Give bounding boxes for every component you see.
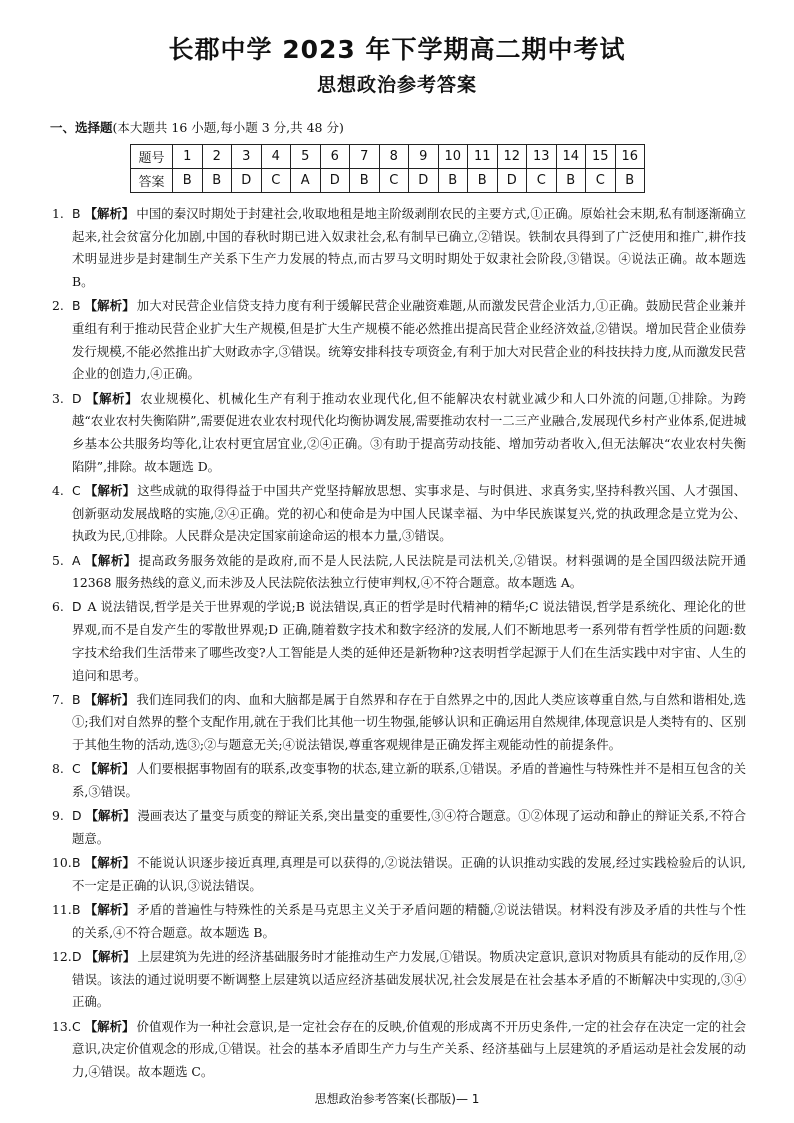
item-tag: 【解析】 xyxy=(85,390,139,406)
explanation-item xyxy=(52,758,746,803)
item-answer: B xyxy=(72,206,81,221)
item-number: 4. xyxy=(52,482,64,498)
item-answer: B xyxy=(72,855,81,871)
item-answer: D xyxy=(72,390,82,406)
question-number-cell: 15 xyxy=(586,145,616,169)
item-text: 农业规模化、机械化生产有利于推动农业现代化,但不能解决农村就业减少和人口外流的问题,①排除。为跨越“农业农村失衡陷阱”,需要促进农业农村现代化均衡协调发展,需要推动农村一二三产业融合,发展现代乡村产业体系,促进城乡基本公共服务均等化,让农村更宜居宜业,②④正确。③有助于提高劳动技能、增加劳动者收入,但无法解决“农业农村失衡陷阱”,排除。故本题选 D。 xyxy=(72,390,746,474)
section-title: 一、选择题 xyxy=(50,120,113,135)
answer-cell: B xyxy=(615,169,645,193)
question-number-cell: 16 xyxy=(615,145,645,169)
answer-cell: C xyxy=(379,169,409,193)
item-number: 5. xyxy=(52,552,64,568)
item-text: 中国的秦汉时期处于封建社会,收取地租是地主阶级剥削农民的主要方式,①正确。原始社会末期,私有制逐渐确立起来,社会贫富分化加剧,中国的春秋时期已进入奴隶社会,私有制早已确立,②错误。铁制农具得到了广泛使用和推广,耕作技术明显进步是封建制生产关系下生产力发展的特点,而古罗马文明时期处于奴隶社会阶段,③错误。④说法正确。故本题选 B。 xyxy=(72,206,746,290)
question-number-cell: 11 xyxy=(468,145,498,169)
answer-cell: C xyxy=(527,169,557,193)
answer-table-answer-row xyxy=(131,169,645,193)
item-answer: B xyxy=(72,902,81,918)
item-text: 漫画表达了量变与质变的辩证关系,突出量变的重要性,③④符合题意。①②体现了运动和静止的辩证关系,不符合题意。 xyxy=(72,808,746,846)
item-answer: A xyxy=(72,552,81,568)
explanation-item xyxy=(52,480,746,548)
page-footer: 思想政治参考答案(长郡版)— 1 xyxy=(314,1092,480,1106)
item-text: 我们连同我们的肉、血和大脑都是属于自然界和存在于自然界之中的,因此人类应该尊重自然,与自然和谐相处,选①;我们对自然界的整个支配作用,就在于我们比其他一切生物强,能够认识和正确运用自然规律,体现意识是人类特有的、区别于其他生物的活动,选③;②与题意无关;④说法错误,尊重客观规律是正确发挥主观能动性的前提条件。 xyxy=(72,691,746,753)
item-text: 这些成就的取得得益于中国共产党坚持解放思想、实事求是、与时俱进、求真务实,坚持科教兴国、人才强国、创新驱动发展战略的实施,②④正确。党的初心和使命是为中国人民谋幸福、为中华民族谋复兴,党的执政理念是立党为公、执政为民,①排除。人民群众是决定国家前途命运的根本力量,③错误。 xyxy=(72,482,746,544)
item-tag: 【解析】 xyxy=(85,949,136,964)
question-number-cell: 9 xyxy=(409,145,439,169)
explanation-item xyxy=(52,852,746,897)
item-tag: 【解析】 xyxy=(84,902,136,918)
question-number-cell: 8 xyxy=(379,145,409,169)
answer-cell: C xyxy=(586,169,616,193)
item-tag: 【解析】 xyxy=(84,1018,135,1034)
question-number-cell: 4 xyxy=(261,145,291,169)
item-answer: C xyxy=(72,1018,81,1034)
question-number-cell: 6 xyxy=(320,145,350,169)
explanation-item xyxy=(52,295,746,386)
item-tag: 【解析】 xyxy=(84,552,137,568)
answer-cell: B xyxy=(468,169,498,193)
item-text: A 说法错误,哲学是关于世界观的学说;B 说法错误,真正的哲学是时代精神的精华;C 说法错误,哲学是系统化、理论化的世界观,而不是自发产生的零散世界观;D 正确,随着数字技术和数字经济的发展,人们不断地思考一系列带有哲学性质的问题:数字技术给我们生活带来了哪些改变?人工智能是人类的延伸还是新物种?这表明哲学起源于人们在生活实践中对宇宙、人生的追问和思考。 xyxy=(72,599,746,683)
item-text: 不能说认识逐步接近真理,真理是可以获得的,②说法错误。正确的认识推动实践的发展,经过实践检验后的认识,不一定是正确的认识,③说法错误。 xyxy=(72,855,746,893)
explanation-item xyxy=(52,1016,746,1084)
item-text: 上层建筑为先进的经济基础服务时才能推动生产力发展,①错误。物质决定意识,意识对物质具有能动的反作用,②错误。该法的通过说明要不断调整上层建筑以适应经济基础发展状况,社会发展是在社会基本矛盾的不断解决中实现的,③④正确。 xyxy=(72,949,746,1010)
item-number: 1. xyxy=(52,206,64,221)
question-number-cell: 12 xyxy=(497,145,527,169)
question-number-cell: 7 xyxy=(350,145,380,169)
page-title: 长郡中学 2023 年下学期高二期中考试 xyxy=(168,35,626,64)
item-text: 人们要根据事物固有的联系,改变事物的状态,建立新的联系,①错误。矛盾的普遍性与特殊性并不是相互包含的关系,③错误。 xyxy=(72,761,746,800)
question-number-cell: 14 xyxy=(556,145,586,169)
answer-cell: A xyxy=(291,169,321,193)
item-text: 提高政务服务效能的是政府,而不是人民法院,人民法院是司法机关,②错误。材料强调的是全国四级法院开通 12368 服务热线的意义,而未涉及人民法院依法独立行使审判权,④不符合题意。故本题选 A。 xyxy=(72,552,746,591)
item-answer: D xyxy=(72,949,82,964)
item-answer: D xyxy=(72,599,82,615)
explanation-item xyxy=(52,805,746,850)
answer-table xyxy=(130,144,645,193)
answer-cell: C xyxy=(261,169,291,193)
item-text: 矛盾的普遍性与特殊性的关系是马克思主义关于矛盾问题的精髓,②说法错误。材料没有涉及矛盾的共性与个性的关系,④不符合题意。故本题选 B。 xyxy=(72,902,746,940)
item-answer: C xyxy=(72,482,81,498)
item-number: 10. xyxy=(52,855,72,871)
question-number-cell: 3 xyxy=(232,145,262,169)
explanation-item xyxy=(52,203,746,294)
item-number: 8. xyxy=(52,761,64,777)
explanation-item xyxy=(52,689,746,757)
answer-cell: D xyxy=(232,169,262,193)
explanation-item xyxy=(52,899,746,944)
question-number-cell: 1 xyxy=(173,145,203,169)
item-tag: 【解析】 xyxy=(84,855,136,871)
item-number: 3. xyxy=(52,390,64,406)
answer-cell: D xyxy=(320,169,350,193)
item-number: 9. xyxy=(52,808,64,824)
section-note: (本大题共 16 小题,每小题 3 分,共 48 分) xyxy=(112,120,344,135)
explanation-item xyxy=(52,596,746,687)
question-number-cell: 2 xyxy=(202,145,232,169)
page-subtitle: 思想政治参考答案 xyxy=(316,74,477,96)
explanation-item xyxy=(52,388,746,479)
answer-cell: D xyxy=(409,169,439,193)
item-number: 12. xyxy=(52,949,72,964)
item-tag: 【解析】 xyxy=(84,206,135,221)
item-tag: 【解析】 xyxy=(84,691,135,707)
question-number-cell: 5 xyxy=(291,145,321,169)
item-tag: 【解析】 xyxy=(84,761,135,777)
answer-cell: B xyxy=(173,169,203,193)
item-number: 6. xyxy=(52,599,64,615)
row-label-answer: 答案 xyxy=(131,169,173,193)
item-tag: 【解析】 xyxy=(85,808,136,824)
question-number-cell: 13 xyxy=(527,145,557,169)
explanation-list xyxy=(52,203,746,1085)
item-number: 11. xyxy=(52,902,72,918)
item-text: 价值观作为一种社会意识,是一定社会存在的反映,价值观的形成离不开历史条件,一定的社会存在决定一定的社会意识,决定价值观念的形成,①错误。社会的基本矛盾即生产力与生产关系、经济基础与上层建筑的矛盾运动是社会发展的动力,④错误。故本题选 C。 xyxy=(72,1018,746,1080)
answer-cell: B xyxy=(438,169,468,193)
item-answer: C xyxy=(72,761,81,777)
item-text: 加大对民营企业信贷支持力度有利于缓解民营企业融资难题,从而激发民营企业活力,①正确。鼓励民营企业兼并重组有利于推动民营企业扩大生产规模,但是扩大生产规模不能必然推出提高民营企业经济效益,②错误。增加民营企业债券发行规模,不能必然推出扩大财政赤字,③错误。统筹安排科技专项资金,有利于加大对民营企业的科技扶持力度,从而激发民营企业的创造力,④正确。 xyxy=(72,298,746,382)
question-number-cell: 10 xyxy=(438,145,468,169)
item-tag: 【解析】 xyxy=(84,298,135,314)
item-answer: D xyxy=(72,808,82,824)
item-tag: 【解析】 xyxy=(84,482,136,498)
item-answer: B xyxy=(72,691,81,707)
answer-table-number-row xyxy=(131,145,645,169)
answer-cell: B xyxy=(350,169,380,193)
explanation-item xyxy=(52,946,746,1014)
answer-cell: B xyxy=(556,169,586,193)
item-answer: B xyxy=(72,298,81,314)
row-label-number: 题号 xyxy=(131,145,173,169)
item-number: 7. xyxy=(52,691,64,707)
answer-cell: B xyxy=(202,169,232,193)
item-number: 13. xyxy=(52,1018,72,1034)
item-number: 2. xyxy=(52,298,64,314)
explanation-item xyxy=(52,550,746,595)
section-heading xyxy=(50,118,344,136)
answer-cell: D xyxy=(497,169,527,193)
